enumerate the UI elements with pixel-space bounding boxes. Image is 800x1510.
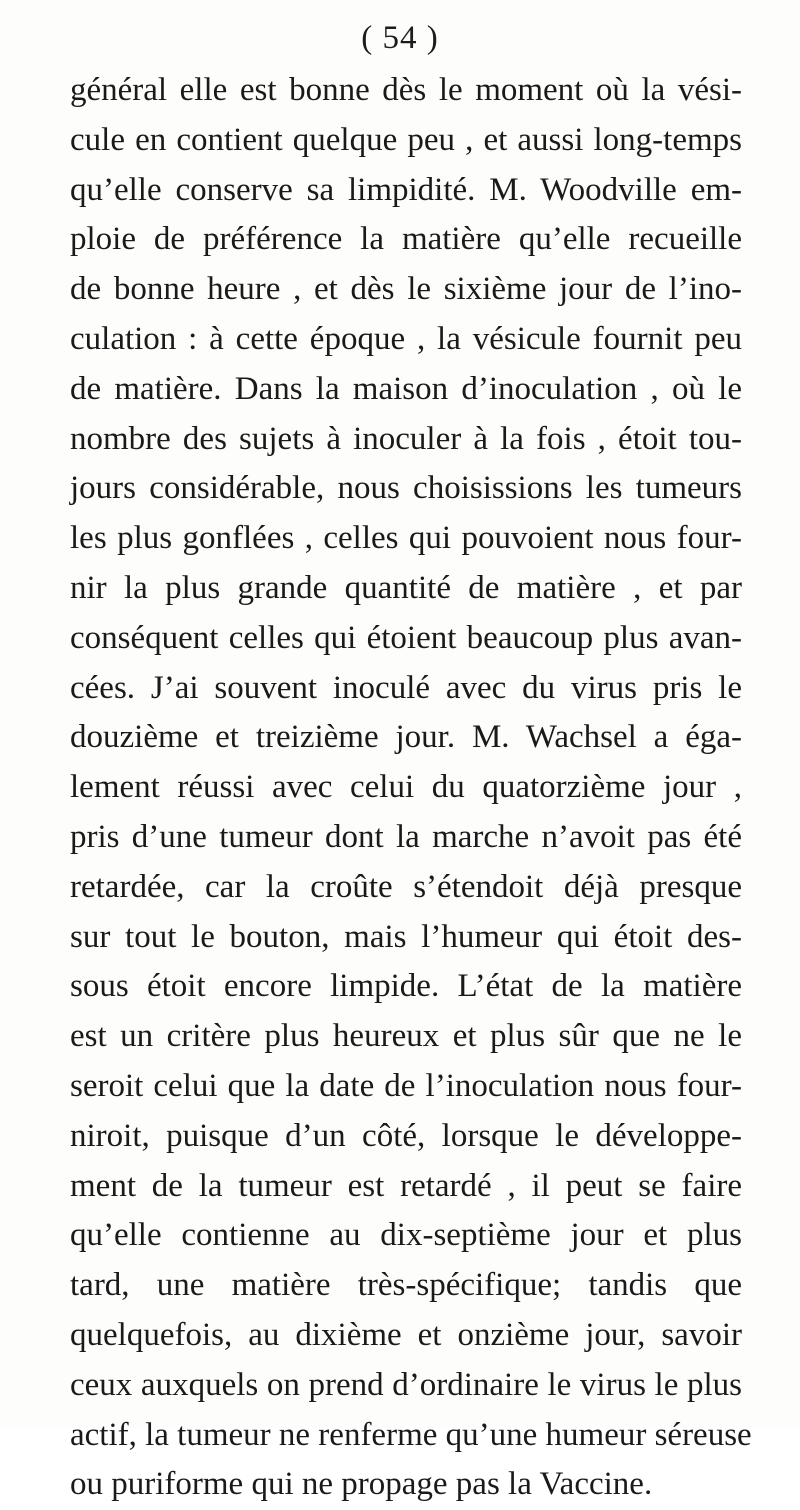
text-line: quelquefois, au dixième et onzième jour, savoir (70, 1316, 742, 1353)
text-line: ploie de préférence la matière qu’elle recueille (70, 221, 742, 258)
text-line: tard, une matière très-spécifique; tandis que (70, 1267, 742, 1304)
text-line: qu’elle conserve sa limpidité. M. Woodville em- (70, 171, 742, 208)
text-line: actif, la tumeur ne renferme qu’une humeur séreuse (70, 1416, 752, 1453)
text-line: cule en contient quelque peu , et aussi long-temps (70, 121, 742, 158)
text-line: ment de la tumeur est retardé , il peut se faire (70, 1167, 742, 1204)
text-line: général elle est bonne dès le moment où la vési- (70, 72, 742, 108)
text-line: qu’elle contienne au dix-septième jour et plus (70, 1217, 742, 1254)
text-line: sur tout le bouton, mais l’humeur qui étoit des- (70, 918, 742, 955)
text-line: pris d’une tumeur dont la marche n’avoit pas été (70, 818, 742, 855)
text-line: culation : à cette époque , la vésicule fournit peu (70, 320, 742, 357)
text-line: de matière. Dans la maison d’inoculation , où le (70, 370, 742, 407)
text-line: niroit, puisque d’un côté, lorsque le développe- (70, 1117, 742, 1154)
text-line: est un critère plus heureux et plus sûr que ne le (70, 1018, 742, 1055)
text-line: jours considérable, nous choisissions les tumeurs (70, 470, 742, 507)
text-line: les plus gonflées , celles qui pouvoient nous four- (70, 520, 742, 557)
text-line: nir la plus grande quantité de matière , et par (70, 569, 742, 606)
text-line: de bonne heure , et dès le sixième jour de l’ino- (70, 271, 742, 308)
text-line: ceux auxquels on prend d’ordinaire le virus le plus (70, 1366, 742, 1403)
page-number: ( 54 ) (361, 20, 439, 56)
text-line: seroit celui que la date de l’inoculation nous four- (70, 1067, 742, 1104)
text-line: lement réussi avec celui du quatorzième jour , (70, 769, 742, 806)
text-line: cées. J’ai souvent inoculé avec du virus pris le (70, 669, 742, 706)
body-text (70, 66, 752, 1510)
text-line: retardée, car la croûte s’étendoit déjà presque (70, 868, 742, 905)
text-line: ou puriforme qui ne propage pas la Vaccine. (70, 1466, 653, 1503)
text-line: nombre des sujets à inoculer à la fois , étoit tou- (70, 420, 742, 457)
text-line: conséquent celles qui étoient beaucoup plus avan- (70, 619, 742, 656)
text-line: douzième et treizième jour. M. Wachsel a éga- (70, 719, 742, 756)
text-line: sous étoit encore limpide. L’état de la matière (70, 968, 742, 1005)
